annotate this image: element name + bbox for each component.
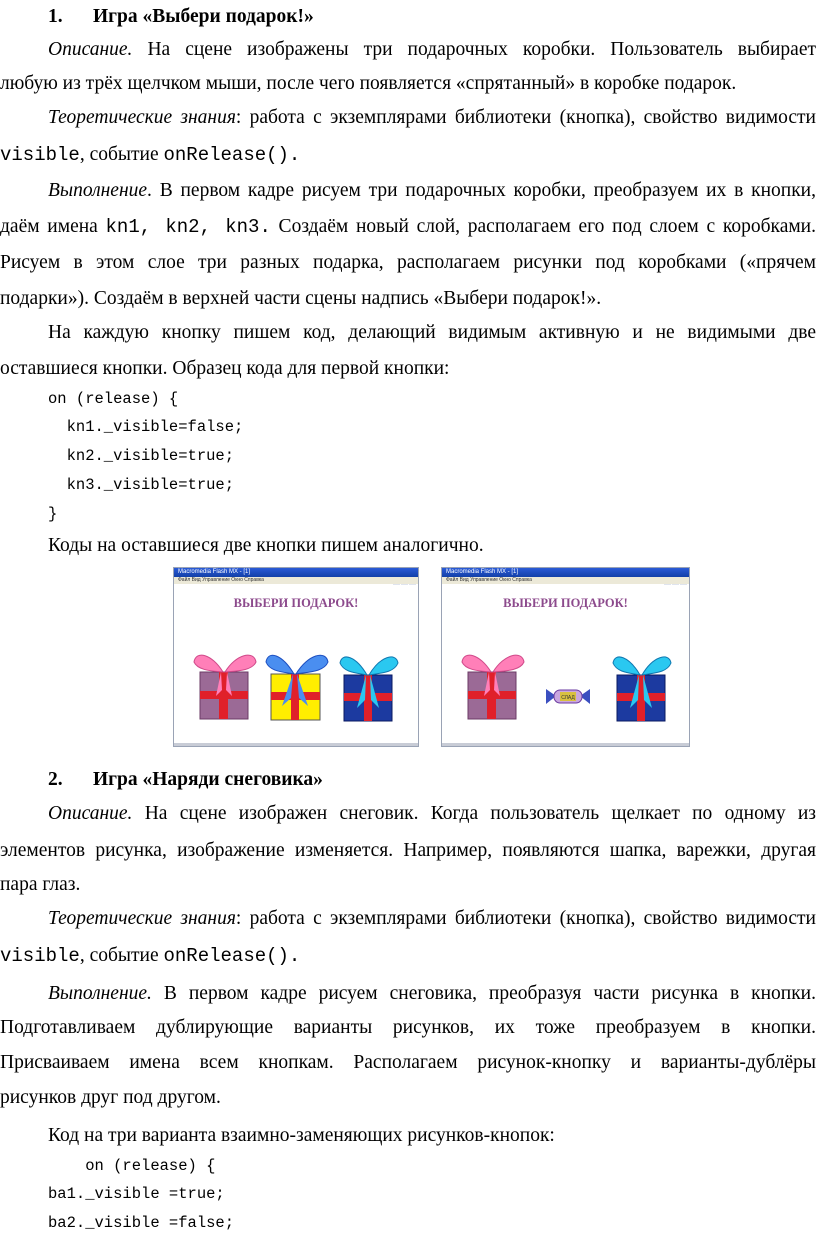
section2-heading: Игра «Наряди снеговика» [93, 769, 323, 790]
s2-exec-label: Выполнение. [48, 983, 152, 1004]
candy-icon [546, 689, 590, 704]
s2-desc-line1 [0, 797, 816, 831]
screenshot-three-boxes [173, 567, 419, 747]
s1-exec-text1: . В первом кадре рисуем три подарочных коробки, преобразуем их в кнопки, [147, 180, 816, 201]
window-title: Macromedia Flash MX - [1] [178, 569, 251, 575]
candy-label: СЛАД [561, 695, 575, 701]
section2-number: 2. [48, 769, 63, 790]
gift-box-blue [340, 657, 398, 721]
s2-theory-code1: visible [0, 945, 80, 967]
s2-desc-text1: На сцене изображен снеговик. Когда пользователь щелкает по одному из [144, 803, 816, 824]
window-title: Macromedia Flash MX - [1] [446, 569, 519, 575]
s2-code-line1: on (release) { [48, 1157, 216, 1175]
section1-number: 1. [48, 6, 63, 27]
s2-theory-text: : работа с экземплярами библиотеки (кнопка), свойство видимости [235, 908, 816, 929]
s1-desc-text1: На сцене изображены три подарочных коробки. Пользователь выбирает [147, 39, 816, 60]
s1-after-code: Коды на оставшиеся две кнопки пишем аналогично. [48, 535, 484, 556]
s1-code-line4: kn3._visible=true; [48, 476, 235, 494]
s1-exec-label: Выполнение [48, 180, 148, 201]
s1-code-line3: kn2._visible=true; [48, 447, 235, 465]
gift-candy-graphic [442, 568, 689, 746]
s2-exec-line1 [0, 977, 816, 1011]
window-menubar: Файл Вид Управление Окно Справка [174, 577, 418, 584]
s1-theory-label: Теоретические знания [48, 107, 236, 128]
s2-code-line3: ba2._visible =false; [48, 1214, 235, 1232]
s1-code-line5: } [48, 505, 58, 523]
s1-code-line1: on (release) { [48, 390, 179, 408]
s1-exec-line2 [0, 210, 816, 244]
s1-code-intro-line2: оставшиеся кнопки. Образец кода для первой кнопки: [0, 358, 450, 379]
section1-heading: Игра «Выбери подарок!» [93, 6, 314, 27]
s2-desc-line2: элементов рисунка, изображение изменяется. Например, появляются шапка, варежки, другая [0, 840, 816, 861]
gift-box-purple [462, 655, 524, 719]
gift-box-blue [613, 657, 671, 721]
s1-code-intro-line1: На каждую кнопку пишем код, делающий видимым активную и не видимыми две [48, 322, 816, 343]
s1-exec-line3: Рисуем в этом слое три разных подарка, располагаем рисунки под коробками («прячем [0, 252, 816, 273]
s1-theory-mid: , событие [79, 144, 164, 165]
s2-exec-line4: рисунков друг под другом. [0, 1087, 221, 1108]
s2-exec-text1: В первом кадре рисуем снеговика, преобразуя части рисунка в кнопки. [163, 983, 816, 1004]
s1-exec-pre: даём имена [0, 216, 106, 237]
s2-exec-line3: Присваиваем имена всем кнопкам. Располагаем рисунок-кнопку и варианты-дублёры [0, 1052, 816, 1073]
gift-boxes-graphic [174, 568, 418, 746]
s2-desc-label: Описание. [48, 803, 133, 824]
gift-box-purple [194, 655, 256, 719]
s2-theory-code2: onRelease(). [163, 945, 301, 967]
s1-exec-line4: подарки»). Создаём в верхней части сцены надпись «Выбери подарок!». [0, 288, 602, 309]
s1-theory-line2 [0, 138, 816, 172]
s1-exec-code: kn1, kn2, kn3. [105, 216, 271, 238]
s1-exec-post: Создаём новый слой, располагаем его под слоем с коробками. [270, 216, 816, 237]
s2-code-intro: Код на три варианта взаимно-заменяющих рисунков-кнопок: [48, 1125, 555, 1146]
window-menubar: Файл Вид Управление Окно Справка [442, 577, 689, 584]
s2-code-line2: ba1._visible =true; [48, 1185, 225, 1203]
s1-theory-code2: onRelease(). [163, 144, 301, 166]
s1-exec-line1 [0, 174, 816, 208]
game-title: ВЫБЕРИ ПОДАРОК! [233, 596, 359, 610]
s1-desc-line2: любую из трёх щелчком мыши, после чего появляется «спрятанный» в коробке подарок. [0, 73, 737, 94]
s2-theory-mid: , событие [79, 945, 164, 966]
s2-theory-line1 [0, 902, 816, 936]
s1-theory-text: : работа с экземплярами библиотеки (кнопка), свойство видимости [235, 107, 816, 128]
game-title: ВЫБЕРИ ПОДАРОК! [503, 596, 628, 610]
s1-theory-line1 [0, 101, 816, 135]
s2-exec-line2: Подготавливаем дублирующие варианты рисунков, их тоже преобразуем в кнопки. [0, 1017, 816, 1038]
gift-box-yellow [266, 655, 328, 720]
s1-theory-code1: visible [0, 144, 80, 166]
s2-desc-line3: пара глаз. [0, 874, 81, 895]
s1-code-line2: kn1._visible=false; [48, 418, 244, 436]
s1-desc-line1 [0, 33, 816, 67]
s2-theory-label: Теоретические знания [48, 908, 236, 929]
s1-desc-label: Описание. [48, 39, 133, 60]
s2-theory-line2 [0, 939, 816, 973]
screenshot-candy-revealed [441, 567, 690, 747]
